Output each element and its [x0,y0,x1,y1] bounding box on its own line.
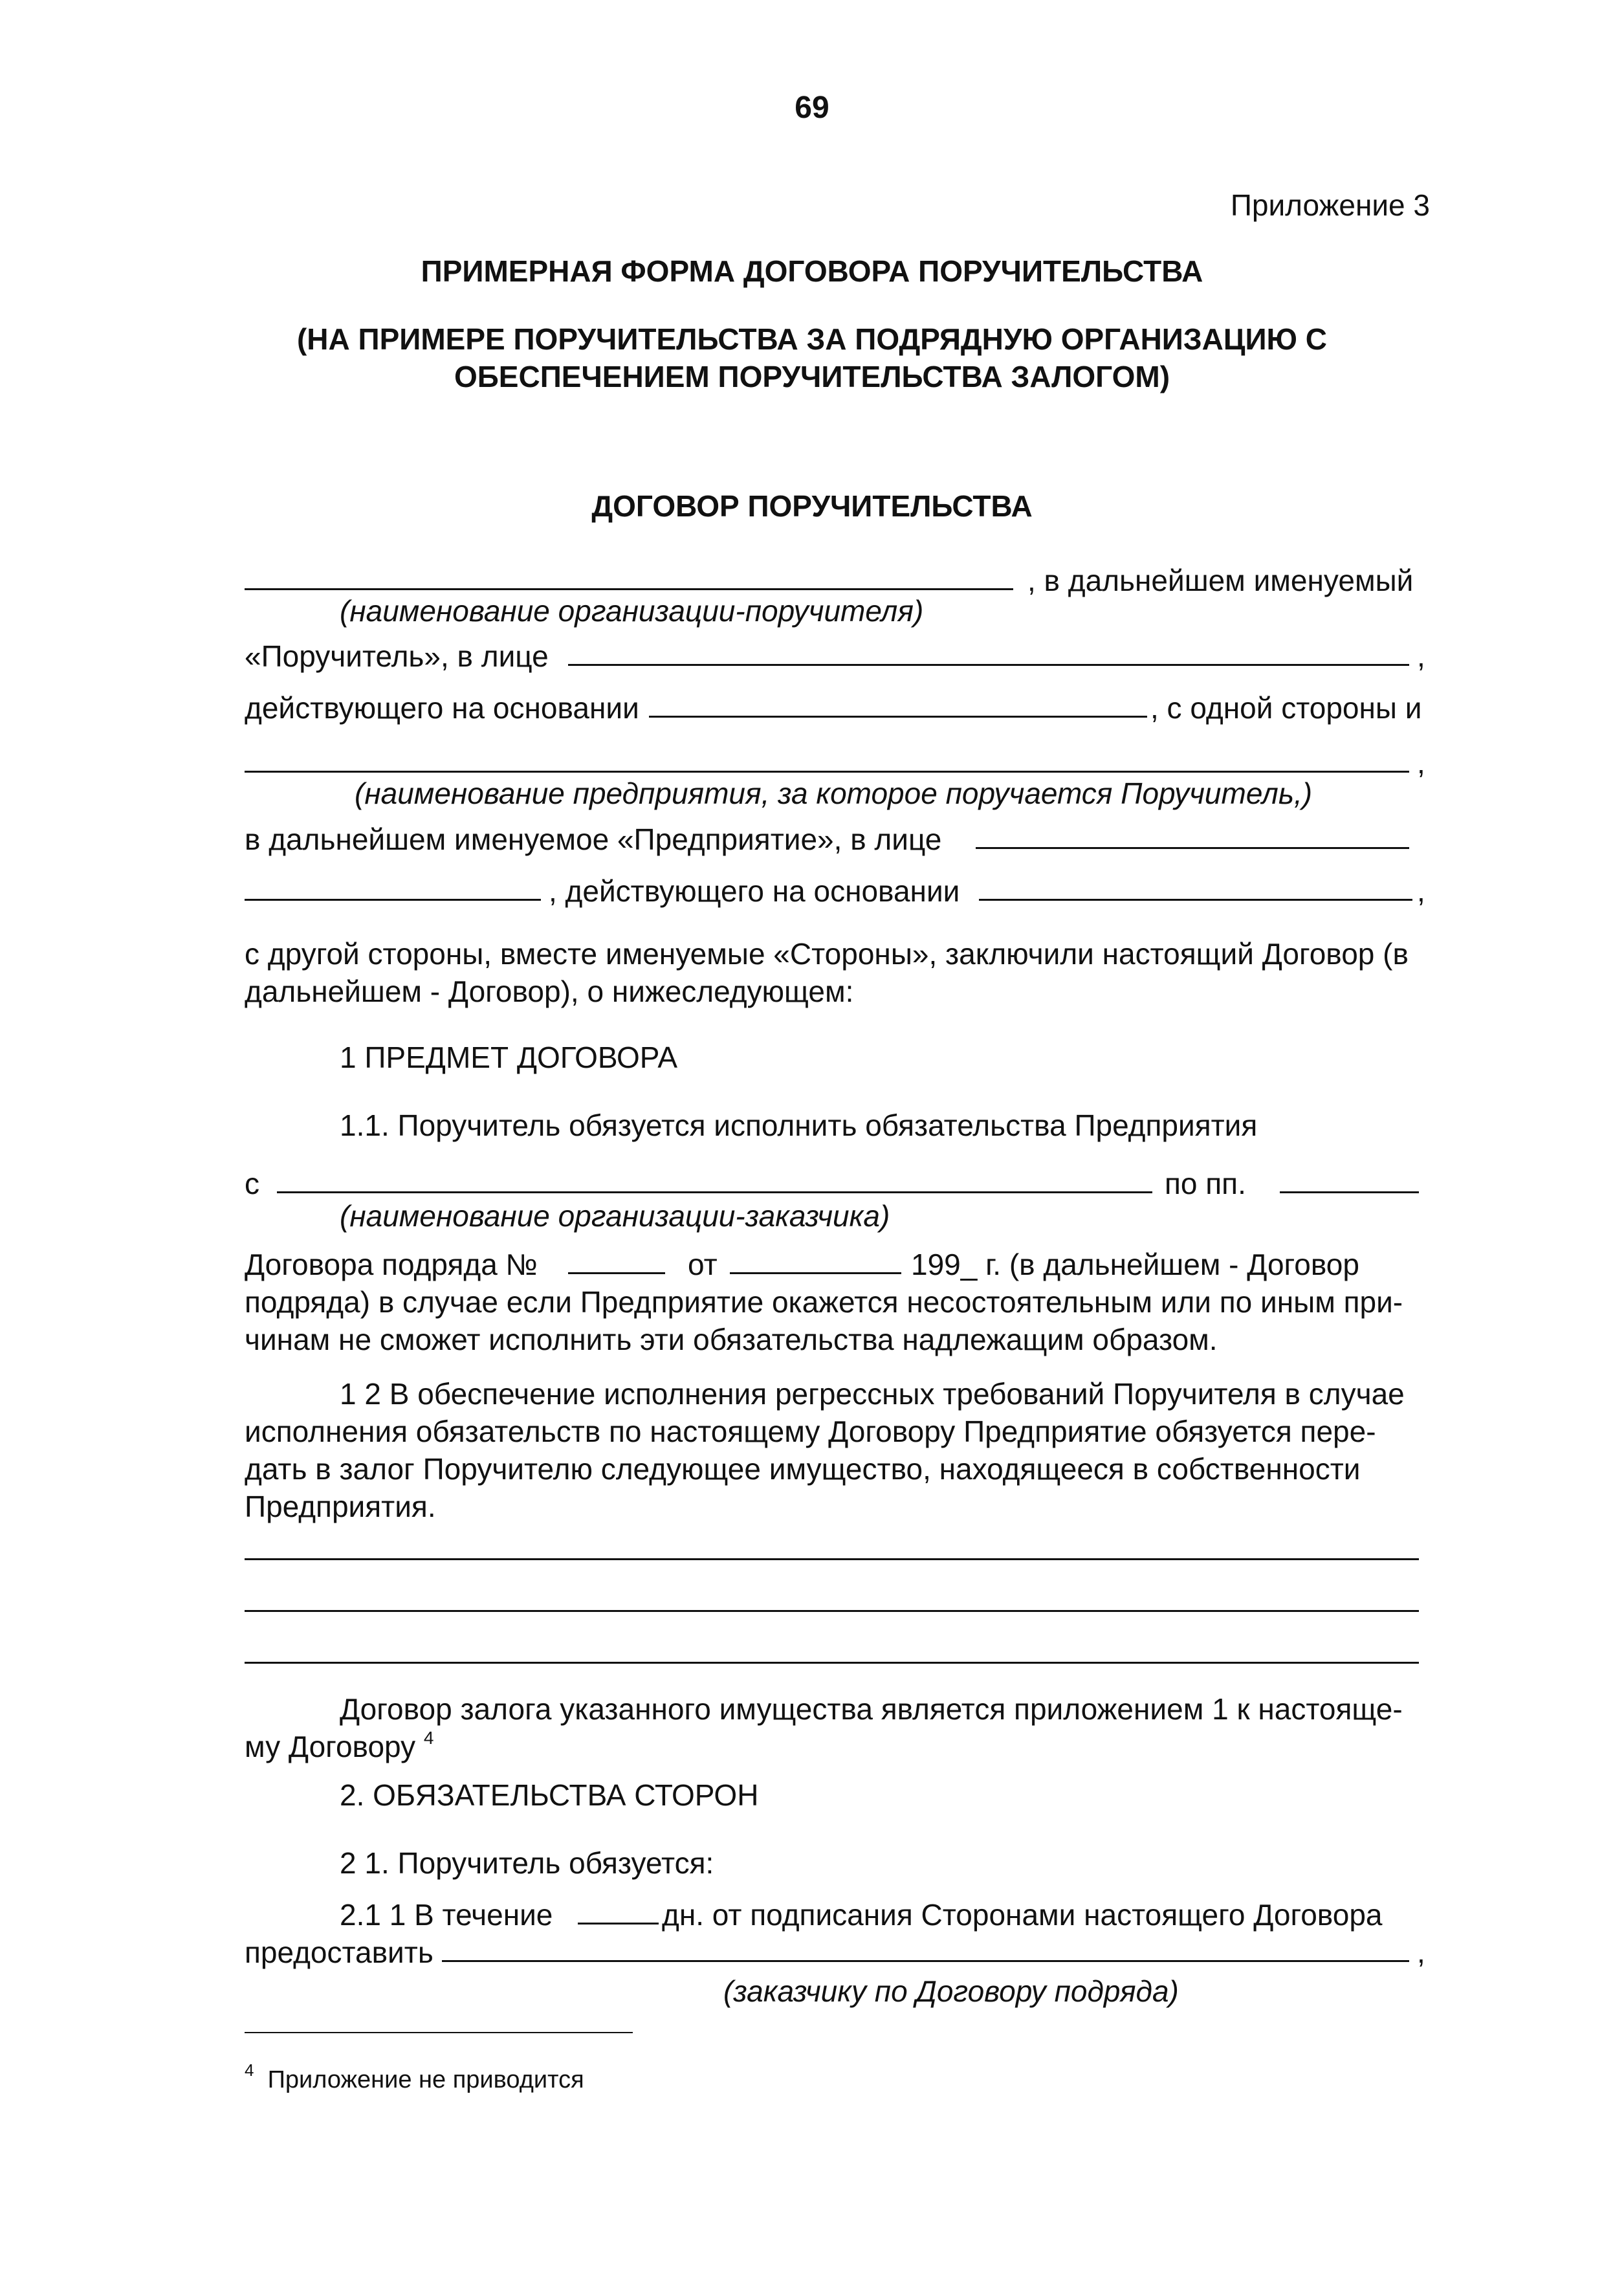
contract-date-blank [730,1272,901,1274]
pledge-line-1: Договор залога указанного имущества является приложением 1 к настояще- [340,1692,1403,1726]
footnote-text: Приложение не приводится [267,2066,584,2093]
clause-2-1-1-start: 2.1 1 В течение [340,1898,553,1932]
contract-number-label: Договора подряда № [245,1248,538,1281]
clauses-blank [1280,1191,1419,1193]
footnote [245,2060,584,2095]
provide-blank [442,1960,1409,1962]
enterprise-name-blank [245,771,1409,773]
preamble-row5-prefix: в дальнейшем именуемое «Предприятие», в лице [245,822,942,856]
appendix-label: Приложение 3 [1230,188,1430,222]
clause-2-1: 2 1. Поручитель обязуется: [340,1846,714,1880]
preamble-closing-line-2: дальнейшем - Договор), о нижеследующем: [245,975,854,1008]
contract-date-label: от [688,1248,718,1281]
preamble-row3-prefix: действующего на основании [245,691,639,725]
customer-name-blank [277,1191,1152,1193]
preamble-row4-suffix: , [1417,746,1425,780]
customer-caption: (наименование организации-заказчика) [340,1199,890,1233]
property-blank-3 [245,1662,1419,1664]
guarantor-caption: (наименование организации-поручителя) [340,594,924,628]
heading-line-1: ПРИМЕРНАЯ ФОРМА ДОГОВОРА ПОРУЧИТЕЛЬСТВА [421,254,1203,288]
preamble-row2-suffix: , [1417,639,1425,673]
clause-1-2-line-1: 1 2 В обеспечение исполнения регрессных требований Поручителя в случае [340,1377,1405,1411]
preamble-row2-prefix: «Поручитель», в лице [245,639,549,673]
contract-year-text: 199_ г. (в дальнейшем - Договор [911,1248,1359,1281]
footnote-separator [245,2032,633,2033]
property-blank-2 [245,1610,1419,1612]
days-blank [578,1923,659,1925]
clause-1-2-line-4: Предприятия. [245,1490,436,1523]
enterprise-representative-blank [976,847,1409,849]
pledge-line-2 [245,1728,433,1765]
customer-prefix: с [245,1167,259,1200]
clause-1-2-line-2: исполнения обязательств по настоящему Договору Предприятие обязуется пере- [245,1415,1376,1448]
enterprise-caption: (наименование предприятия, за которое поручается Поручитель,) [355,777,1313,810]
preamble-row3-suffix: , с одной стороны и [1150,691,1422,725]
pledge-line-2-text: му Договору [245,1730,416,1763]
contract-number-blank [568,1272,665,1274]
clause-1-1: 1.1. Поручитель обязуется исполнить обязательства Предприятия [340,1108,1258,1142]
preamble-row6-middle: , действующего на основании [549,874,960,908]
clause-1-1-line-2: подряда) в случае если Предприятие окажется несостоятельным или по иным при- [245,1285,1403,1319]
clause-1-2-line-3: дать в залог Поручителю следующее имущество, находящееся в собственности [245,1452,1361,1486]
clause-1-1-line-3: чинам не сможет исполнить эти обязательства надлежащим образом. [245,1323,1218,1356]
provide-suffix: , [1417,1936,1425,1969]
heading-line-2: (НА ПРИМЕРЕ ПОРУЧИТЕЛЬСТВА ЗА ПОДРЯДНУЮ ОРГАНИЗАЦИЮ С [296,322,1327,356]
guarantor-basis-blank [649,716,1147,718]
provide-caption: (заказчику по Договору подряда) [723,1974,1179,2008]
provide-label: предоставить [245,1936,433,1969]
enterprise-basis-blank [979,899,1412,901]
guarantor-representative-blank [568,664,1409,666]
guarantor-name-blank [245,588,1013,590]
property-blank-1 [245,1558,1419,1560]
section2-title: 2. ОБЯЗАТЕЛЬСТВА СТОРОН [340,1778,759,1812]
footnote-ref: 4 [423,1727,434,1748]
page-number: 69 [795,91,829,125]
contract-title: ДОГОВОР ПОРУЧИТЕЛЬСТВА [591,489,1033,523]
footnote-mark: 4 [245,2060,254,2080]
heading-line-3: ОБЕСПЕЧЕНИЕМ ПОРУЧИТЕЛЬСТВА ЗАЛОГОМ) [454,360,1170,393]
preamble-row6-suffix: , [1417,874,1425,908]
preamble-closing-line-1: с другой стороны, вместе именуемые «Стороны», заключили настоящий Договор (в [245,937,1409,971]
clause-2-1-1-rest: дн. от подписания Сторонами настоящего Договора [662,1898,1383,1932]
preamble-row1-suffix: , в дальнейшем именуемый [1027,564,1414,597]
clauses-label: по пп. [1165,1167,1246,1200]
enterprise-representative-blank-cont [245,899,541,901]
section1-title: 1 ПРЕДМЕТ ДОГОВОРА [340,1041,678,1074]
